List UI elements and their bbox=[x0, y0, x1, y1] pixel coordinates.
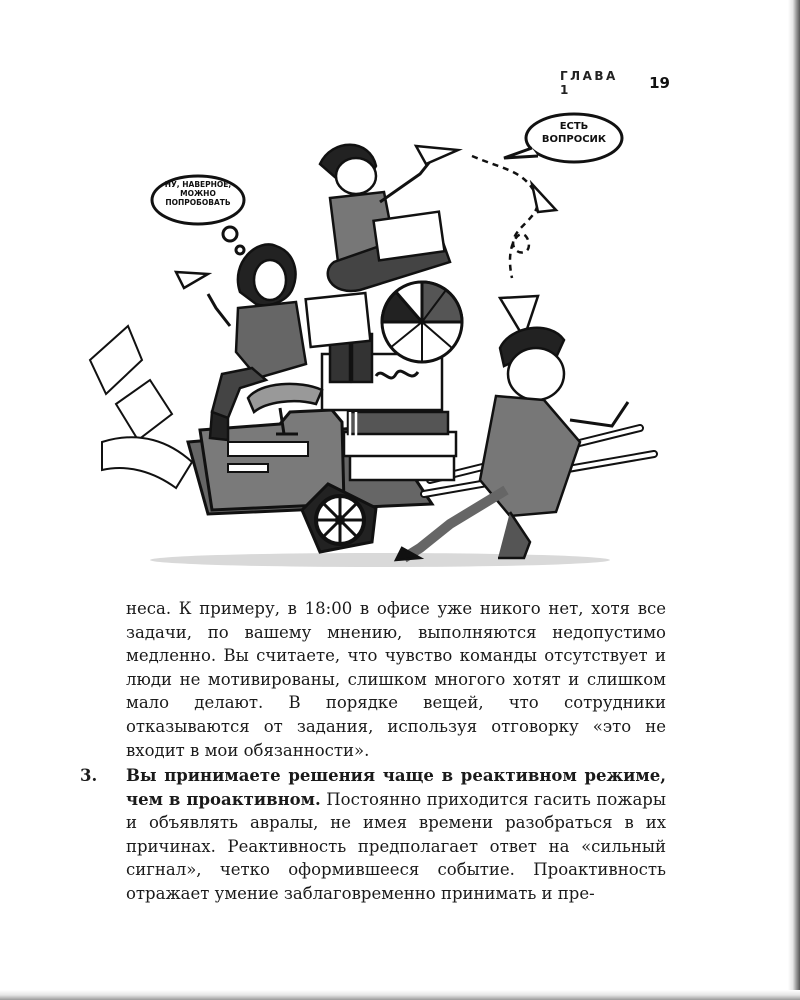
paper-airplane-icon bbox=[176, 272, 208, 288]
page-number: 19 bbox=[649, 74, 670, 92]
paper-icon bbox=[306, 293, 371, 347]
pie-chart-icon bbox=[382, 282, 462, 362]
speech-bubble-left bbox=[152, 176, 244, 254]
flight-path bbox=[472, 156, 538, 278]
body-paragraph bbox=[126, 597, 666, 762]
chapter-label: ГЛАВА 1 bbox=[560, 69, 618, 97]
page-edge-shadow-bottom bbox=[0, 990, 800, 1000]
page-edge-shadow bbox=[788, 0, 800, 1000]
list-item-3 bbox=[80, 764, 666, 906]
speech-text-right: ЕСТЬ ВОПРОСИК bbox=[541, 121, 607, 145]
paper-airplane-icon bbox=[416, 146, 458, 164]
speech-text-left: НУ, НАВЕРНОЕ, МОЖНО ПОПРОБОВАТЬ bbox=[164, 180, 232, 207]
man-figure bbox=[320, 145, 450, 291]
papers-icon bbox=[90, 326, 192, 488]
illustration bbox=[80, 112, 680, 582]
ground-shadow bbox=[150, 553, 610, 567]
list-item-lead: Вы принимаете решения чаще в реактивном режиме, чем в проактивном. bbox=[126, 766, 666, 809]
running-head bbox=[560, 69, 670, 97]
list-item-body bbox=[126, 764, 666, 906]
paragraph-continued: неса. К примеру, в 18:00 в офисе уже никого нет, хотя все задачи, по вашему мнению, выполняются недопустимо медленно. Вы считаете, что чувство команды отсутствует и люди не мотивированы, слишком многого хотят и слишком мало делают. В порядке вещей, что сотрудники отказываются от задания, используя отговорку «это не входит в мои обязанности». bbox=[126, 599, 666, 760]
list-item-number: 3. bbox=[80, 766, 98, 785]
list-item-text: Постоянно приходится гасить пожары и объявлять авралы, не имея времени разобраться в их причинах. Реактивность предполагает ответ на «сильный сигнал», четко оформившееся событие. Проактивность отражает умение заблаговременно принимать и пре- bbox=[126, 789, 666, 903]
speech-bubble-right bbox=[504, 114, 622, 162]
